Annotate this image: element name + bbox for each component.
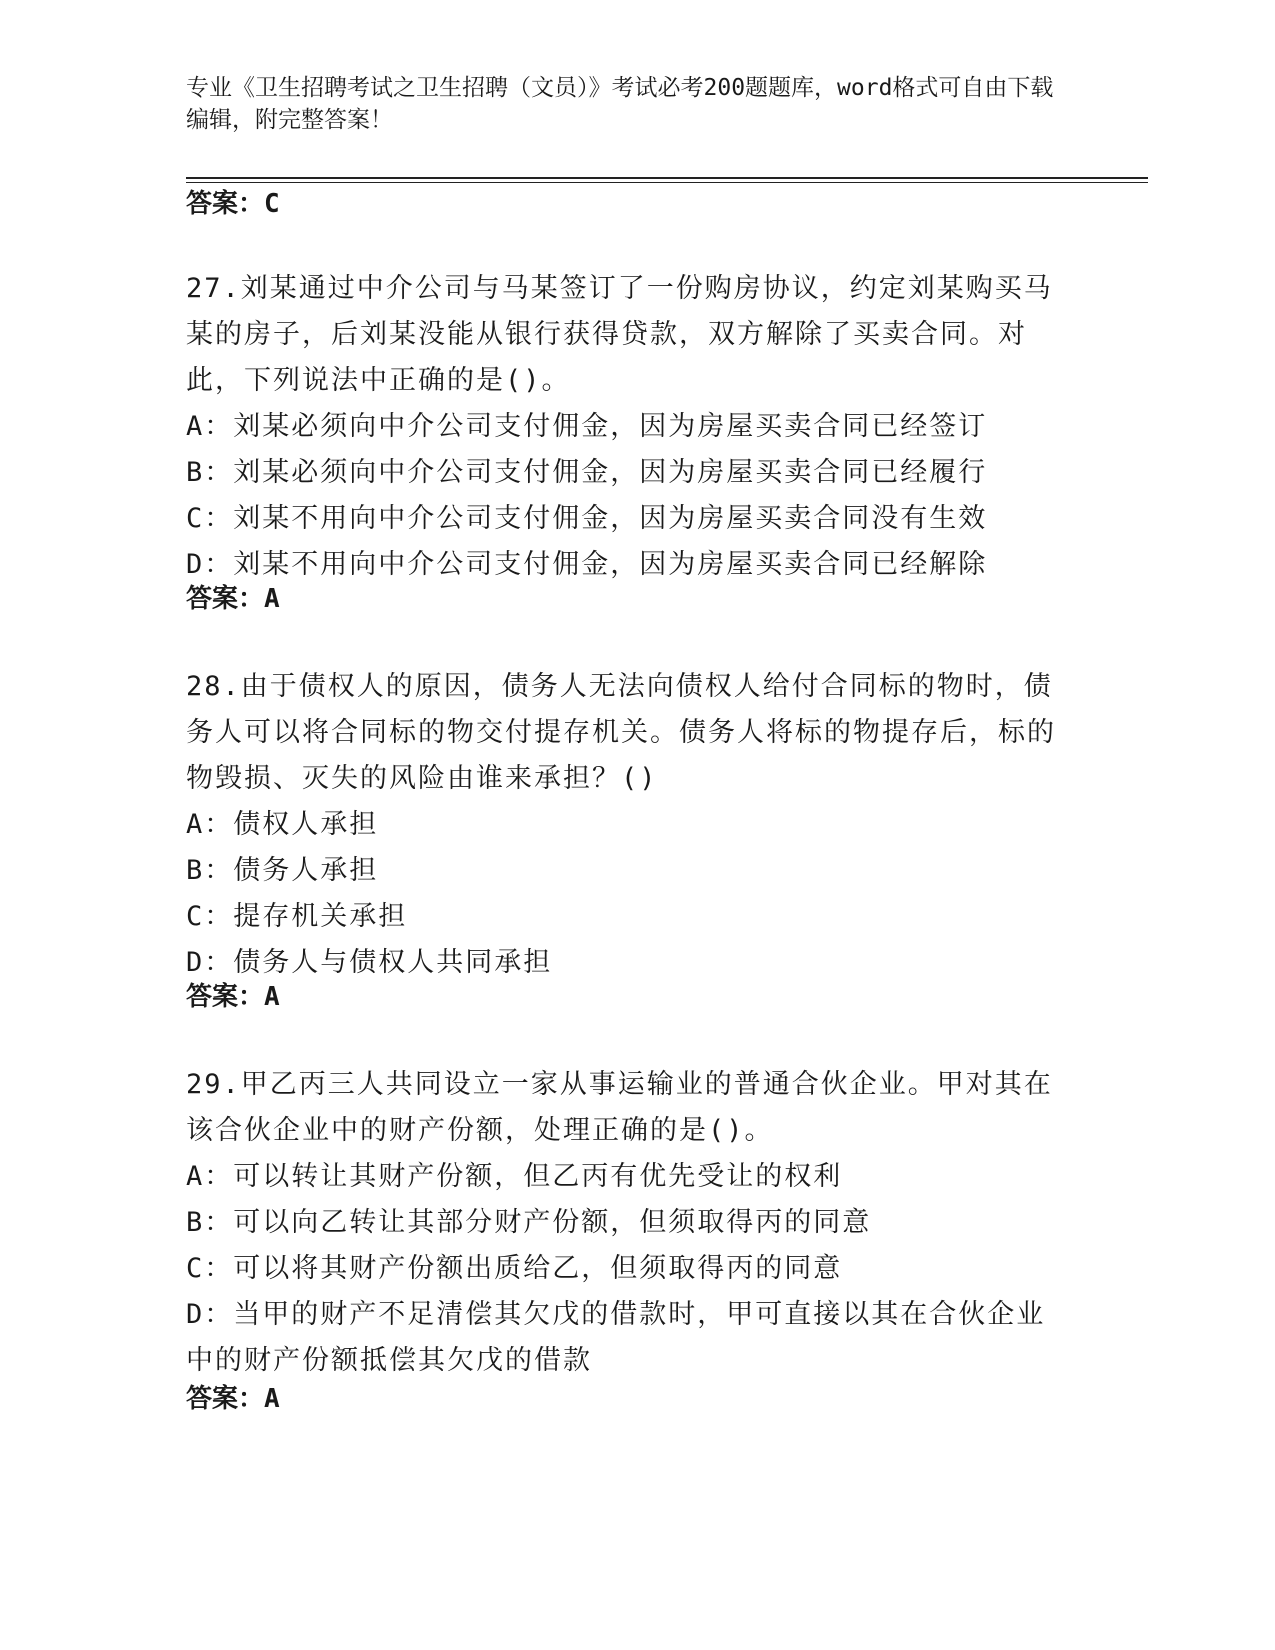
question-29: [186, 1062, 1066, 1384]
option-b: B：刘某必须向中介公司支付佣金，因为房屋买卖合同已经履行: [186, 457, 988, 488]
question-text: 28.由于债权人的原因，债务人无法向债权人给付合同标的物时，债务人可以将合同标的物交付提存机关。债务人将标的物提存后，标的物毁损、灭失的风险由谁来承担？(): [186, 671, 1056, 794]
question-text: 27.刘某通过中介公司与马某签订了一份购房协议，约定刘某购买马某的房子，后刘某没能从银行获得贷款，双方解除了买卖合同。对此，下列说法中正确的是()。: [186, 273, 1053, 396]
answer-28: 答案：A: [186, 982, 280, 1012]
answer-27: 答案：A: [186, 584, 280, 614]
option-c: C：刘某不用向中介公司支付佣金，因为房屋买卖合同没有生效: [186, 503, 988, 534]
previous-answer: 答案：C: [186, 189, 280, 219]
option-d: D：当甲的财产不足清偿其欠戊的借款时，甲可直接以其在合伙企业中的财产份额抵偿其欠戊的借款: [186, 1299, 1046, 1376]
question-28: [186, 664, 1066, 986]
document-header: 专业《卫生招聘考试之卫生招聘（文员）》考试必考200题题库，word格式可自由下载编辑，附完整答案！: [186, 75, 1054, 133]
answer-29: 答案：A: [186, 1384, 280, 1414]
option-a: A：债权人承担: [186, 809, 379, 840]
option-a: A：可以转让其财产份额，但乙丙有优先受让的权利: [186, 1161, 843, 1192]
question-text: 29.甲乙丙三人共同设立一家从事运输业的普通合伙企业。甲对其在该合伙企业中的财产份额，处理正确的是()。: [186, 1069, 1053, 1146]
option-b: B：债务人承担: [186, 855, 379, 886]
option-c: C：提存机关承担: [186, 901, 408, 932]
option-a: A：刘某必须向中介公司支付佣金，因为房屋买卖合同已经签订: [186, 411, 988, 442]
question-27: [186, 266, 1066, 588]
option-b: B：可以向乙转让其部分财产份额，但须取得丙的同意: [186, 1207, 872, 1238]
option-d: D：刘某不用向中介公司支付佣金，因为房屋买卖合同已经解除: [186, 549, 988, 580]
option-d: D：债务人与债权人共同承担: [186, 947, 553, 978]
header-rule-thin: [186, 182, 1148, 183]
option-c: C：可以将其财产份额出质给乙，但须取得丙的同意: [186, 1253, 843, 1284]
header-rule-thick: [186, 177, 1148, 179]
